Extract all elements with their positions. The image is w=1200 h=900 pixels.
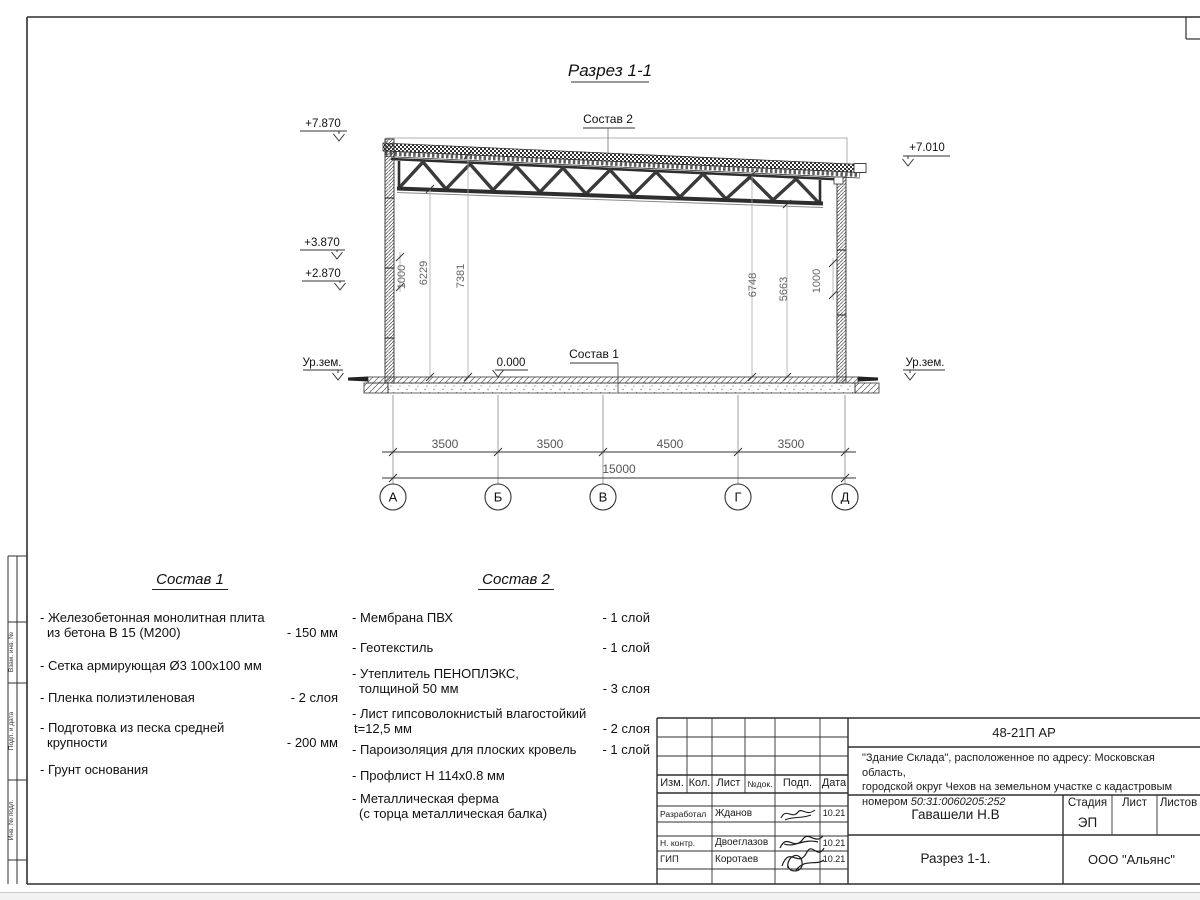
ground-level-label: Ур.зем. [302, 357, 342, 369]
dim-label: 3500 [431, 437, 459, 451]
sostav1-ref-label: Состав 1 [569, 347, 619, 361]
margin-stamp-label: Инв. № подл. [8, 799, 15, 841]
axis-label: Б [493, 489, 503, 505]
dim-label: 3500 [536, 437, 564, 451]
dim-label: 3500 [777, 437, 805, 451]
titleblock-project-code: 48-21П АР [992, 724, 1056, 740]
titleblock-date: 10.21 [822, 854, 846, 865]
composition-2 [352, 572, 652, 821]
axis-label: Д [840, 489, 850, 505]
corner-stamp-box [1186, 17, 1200, 39]
signature-icon [777, 804, 819, 824]
section-title: Разрез 1-1 [567, 61, 653, 80]
axis-label: В [598, 489, 608, 505]
elevation-label: +2.870 [305, 268, 341, 280]
titleblock-sheet-title: Разрез 1-1. [920, 851, 991, 867]
layer-value: - 150 мм [286, 625, 338, 640]
left-wall [385, 139, 394, 383]
titleblock-project-description: "Здание Склада", расположенное по адресу: Московская область, городской округ Чехов на земельном участке с кадастровым номером 50:31:0060205:252 [862, 752, 1173, 808]
list-item: - Лист гипсоволокнистый влагостойкий t=12,5 мм - 2 слоя [352, 706, 650, 736]
vertical-dim-label: 1000 [811, 268, 823, 294]
elevation-label: +7.010 [909, 142, 945, 154]
titleblock-col-list: Лист [716, 777, 741, 790]
axis-label: Г [734, 489, 742, 505]
zero-level-label: 0.000 [496, 357, 526, 369]
margin-stamp-label: Подп. и дата [8, 711, 15, 751]
vertical-dim-label: 7381 [455, 263, 467, 289]
signature-icon [774, 830, 826, 874]
titleblock-date: 10.21 [822, 808, 846, 819]
list-item: - Мембрана ПВХ - 1 слой [352, 610, 650, 625]
elevation-label: +7.870 [305, 118, 341, 130]
composition-2-heading: Состав 2 [352, 572, 652, 590]
titleblock-col-izm: Изм. [660, 777, 684, 790]
vertical-dim-label: 1000 [396, 264, 408, 290]
roof-package [383, 143, 862, 173]
titleblock-date: 10.21 [822, 837, 846, 848]
list-item: - Сетка армирующая Ø3 100х100 мм [40, 658, 262, 673]
list-item: - Пароизоляция для плоских кровель - 1 слой [352, 742, 650, 757]
composition-1 [40, 572, 340, 777]
titleblock-role: ГИП [660, 854, 679, 866]
margin-stamp-label: Взам. инв. № [8, 631, 15, 673]
layer-value: - 1 слой [602, 610, 650, 625]
vertical-dim-label: 6229 [418, 260, 430, 286]
list-item: - Профлист Н 114х0.8 мм [352, 768, 505, 783]
list-item: - Железобетонная монолитная плита из бетона В 15 (М200) - 150 мм [40, 610, 338, 640]
sostav2-ref-label: Состав 2 [583, 112, 633, 126]
elevation-label: +3.870 [304, 237, 340, 249]
dim-total-label: 15000 [602, 462, 636, 476]
composition-1-heading: Состав 1 [40, 572, 340, 590]
titleblock-sheets-label: Листов [1159, 797, 1198, 810]
axis-label: А [388, 489, 398, 505]
list-item: - Грунт основания [40, 762, 149, 777]
dim-label: 4500 [656, 437, 684, 451]
list-item: - Геотекстиль - 1 слой [352, 640, 650, 655]
roof-end-cap [854, 164, 866, 173]
layer-value: - 2 слоя [290, 690, 338, 705]
layer-value: - 2 слоя [602, 721, 650, 736]
titleblock-col-doc: №док. [747, 778, 773, 789]
layer-value: - 1 слой [602, 742, 650, 757]
list-item: - Пленка полиэтиленовая - 2 слоя [40, 690, 338, 705]
titleblock-role: Н. контр. [660, 838, 696, 849]
titleblock-company: ООО "Альянс" [1088, 851, 1175, 867]
right-wall [834, 177, 846, 383]
titleblock-stage-value: ЭП [1077, 815, 1098, 831]
vertical-dim-label: 5663 [778, 276, 790, 302]
layer-value: - 1 слой [602, 640, 650, 655]
list-item: - Подготовка из песка средней крупности - 200 мм [40, 720, 338, 750]
axis-bubbles [380, 484, 858, 510]
vertical-dim-label: 6748 [747, 272, 759, 298]
layer-value: - 3 слоя [602, 681, 650, 696]
titleblock-stage-label: Стадия [1067, 797, 1108, 810]
layer-value: - 200 мм [286, 735, 338, 750]
titleblock-sheet-label: Лист [1122, 797, 1147, 810]
titleblock-name: Двоеглазов [715, 837, 769, 849]
cadastral-number: 50:31:0060205:252 [910, 795, 1006, 808]
titleblock-col-podp: Подп. [782, 777, 813, 790]
list-item: - Металлическая ферма (с торца металлическая балка) [352, 791, 548, 821]
titleblock-name: Жданов [715, 807, 753, 819]
list-item: - Утеплитель ПЕНОПЛЭКС, толщиной 50 мм - 3 слоя [352, 666, 650, 696]
ground-level-label: Ур.зем. [905, 357, 945, 369]
titleblock-col-data: Дата [821, 777, 847, 790]
titleblock-col-kol: Кол. [688, 777, 711, 790]
titleblock-role: Разработал [660, 808, 707, 819]
titleblock-name: Коротаев [715, 853, 759, 865]
titleblock-chief: Гавашели Н.В [911, 806, 1000, 822]
